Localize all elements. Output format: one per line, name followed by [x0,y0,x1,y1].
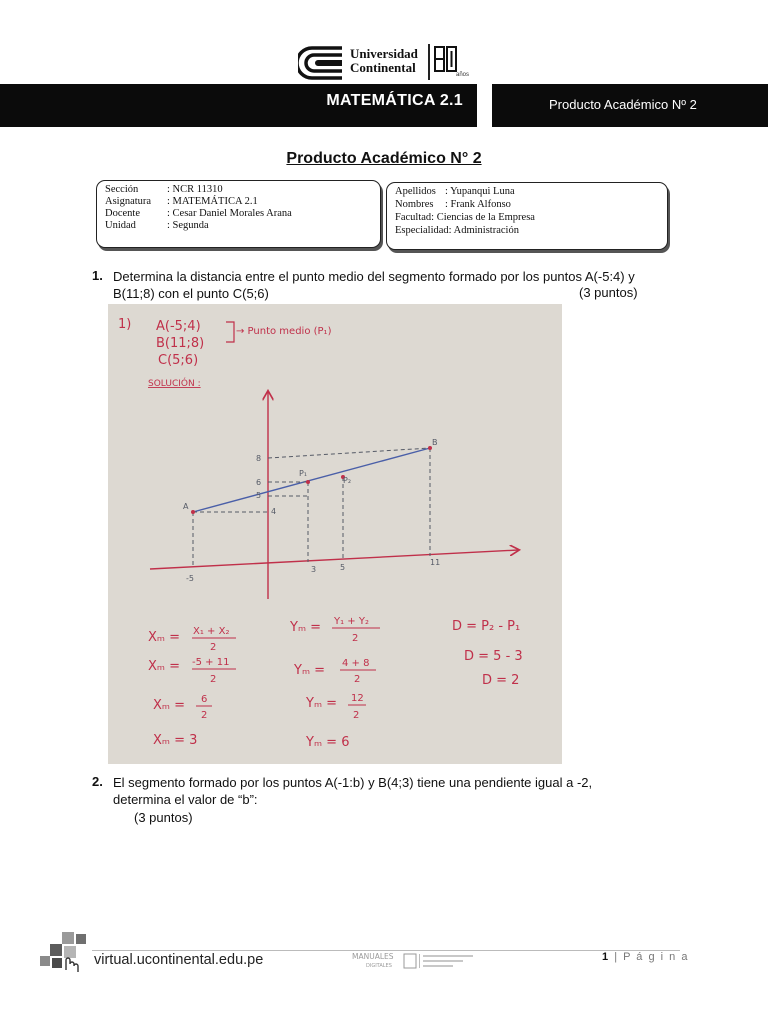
midpoint-note: → Punto medio (P₁) [236,326,332,337]
info-row-surname: Apellidos : Yupanqui Luna [395,186,515,197]
svg-text:4: 4 [271,507,277,516]
svg-text:MANUALES: MANUALES [352,952,394,961]
svg-text:2: 2 [201,710,208,721]
course-banner [0,84,477,127]
course-info-box [96,180,381,248]
continental-c-logo-icon [298,46,344,80]
svg-text:Yₘ =: Yₘ = [306,696,338,711]
given-point-a: A(-5;4) [156,319,201,334]
product-title: Producto Académico Nº 2 [549,97,697,112]
info-row-names: Nombres : Frank Alfonso [395,199,511,210]
svg-text:-5 + 11: -5 + 11 [192,657,230,668]
svg-text:Xₘ =: Xₘ = [153,698,186,713]
handwritten-solution-photo [108,304,562,764]
footer-url: virtual.ucontinental.edu.pe [94,952,264,968]
svg-text:2: 2 [354,674,361,685]
svg-text:3: 3 [311,565,317,574]
given-point-c: C(5;6) [158,353,199,368]
solution-label: SOLUCIÓN : [148,379,201,389]
svg-text:11: 11 [430,558,441,567]
svg-text:A: A [183,502,189,511]
svg-text:2: 2 [353,710,360,721]
svg-text:DIGITALES: DIGITALES [366,963,392,969]
question-1-points: (3 puntos) [579,285,638,300]
svg-text:Xₘ = 3: Xₘ = 3 [153,733,198,748]
svg-text:Xₘ =: Xₘ = [148,659,181,674]
page-title: Producto Académico N° 2 [286,150,482,167]
given-point-b: B(11;8) [156,336,205,351]
info-row-section: Sección : NCR 11310 [105,184,223,195]
student-info-box [386,182,668,250]
question-1-number: 1. [92,268,103,283]
paper-background [108,304,562,764]
svg-text:5: 5 [256,491,262,500]
info-row-subject: Asignatura : MATEMÁTICA 2.1 [105,196,258,207]
twenty-years-icon [434,46,458,72]
university-name: Universidad Continental [350,46,418,75]
university-logo [298,44,478,84]
svg-text:Yₘ = 6: Yₘ = 6 [306,735,350,750]
manuales-digitales-logo [352,950,478,972]
pointer-hand-icon [66,958,78,972]
question-2-number: 2. [92,774,103,789]
question-1-text: Determina la distancia entre el punto medio del segmento formado por los puntos A(-5:4) y B(11;8) con el punto C(5;6) [113,269,635,301]
svg-text:P₁: P₁ [299,469,308,478]
info-row-unit: Unidad : Segunda [105,220,209,231]
svg-text:B: B [432,438,438,447]
svg-text:2: 2 [352,633,359,644]
svg-text:4 + 8: 4 + 8 [342,658,370,669]
svg-text:2: 2 [210,674,217,685]
svg-text:Yₘ =: Yₘ = [290,620,322,635]
svg-text:Xₘ =: Xₘ = [148,630,181,645]
product-banner [492,84,768,127]
info-row-specialty: Especialidad: Administración [395,225,519,236]
svg-text:D = 5 - 3: D = 5 - 3 [464,649,523,664]
svg-text:2: 2 [210,642,217,653]
svg-text:6: 6 [256,478,262,487]
question-2-points: (3 puntos) [134,810,193,825]
svg-text:Yₘ =: Yₘ = [294,663,326,678]
svg-text:D = 2: D = 2 [482,673,520,688]
svg-text:6: 6 [201,694,208,705]
problem-number: 1) [118,317,132,332]
svg-text:D = P₂ - P₁: D = P₂ - P₁ [452,619,521,634]
question-2-text: El segmento formado por los puntos A(-1:b) y B(4;3) tiene una pendiente igual a -2, determina el valor de “b”: [113,775,593,807]
svg-text:8: 8 [256,454,262,463]
svg-text:-5: -5 [186,574,194,583]
svg-text:12: 12 [351,693,364,704]
anniversary-label: años [456,72,470,78]
svg-text:5: 5 [340,563,346,572]
page-number: 1 | P á g i n a [602,951,689,963]
logo-divider [428,44,430,80]
svg-text:P₂: P₂ [343,476,352,485]
point-a-dot [191,510,195,514]
virtual-logo-icon [36,930,92,974]
svg-text:Y₁ + Y₂: Y₁ + Y₂ [334,616,369,627]
course-title: MATEMÁTICA 2.1 [326,92,463,109]
info-row-teacher: Docente : Cesar Daniel Morales Arana [105,208,292,219]
svg-text:X₁ + X₂: X₁ + X₂ [193,626,230,637]
point-p1-dot [306,480,310,484]
info-row-faculty: Facultad: Ciencias de la Empresa [395,212,535,223]
